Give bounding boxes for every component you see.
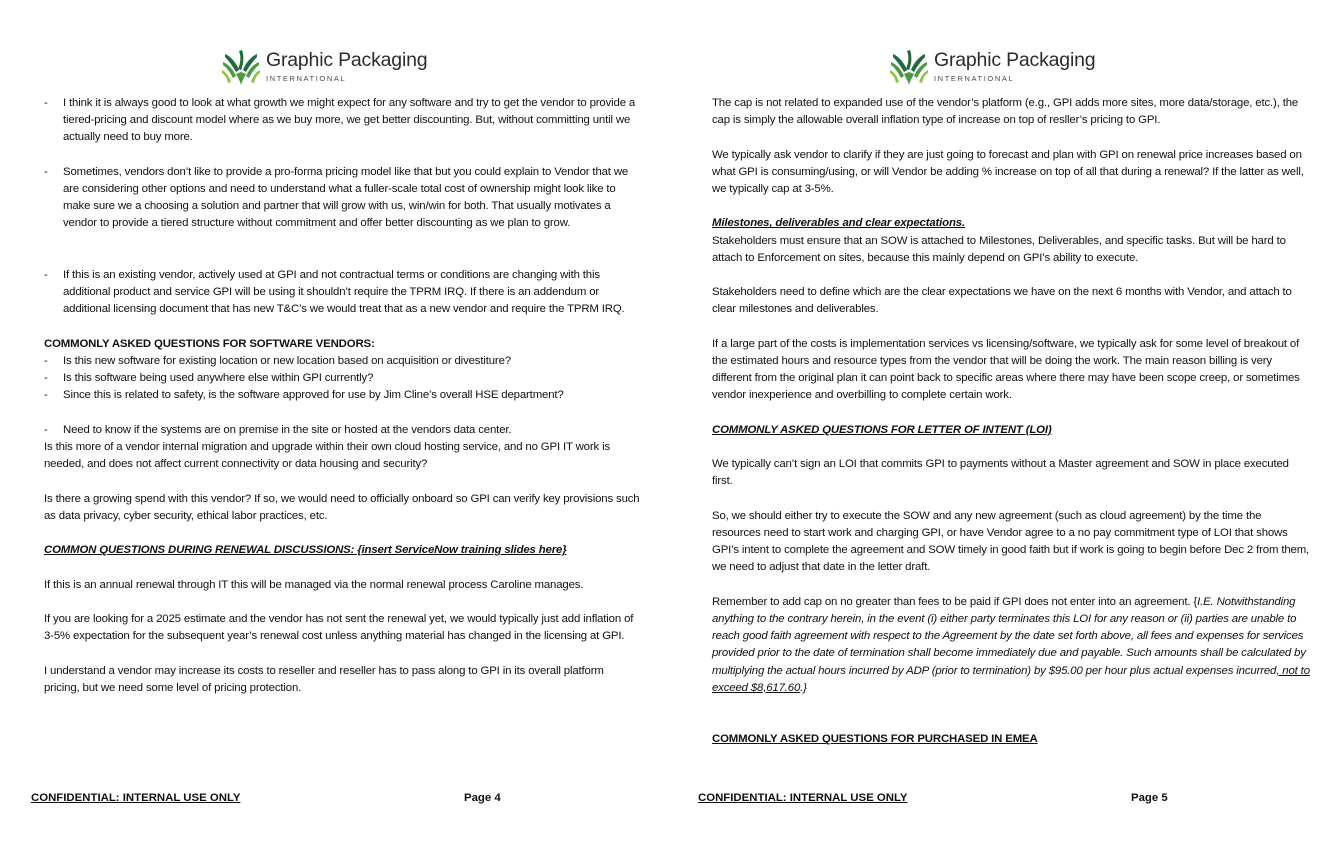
milestones-heading: Milestones, deliverables and clear expectations.	[712, 217, 965, 230]
logo-name: Graphic Packaging	[266, 49, 428, 71]
loi-heading: COMMONLY ASKED QUESTIONS FOR LETTER OF INTENT (LOI)	[712, 423, 1052, 436]
loi-cap-intro: Remember to add cap on no greater than fees to be paid if GPI does not enter into an agreement. {	[712, 595, 1198, 608]
page-5-body	[712, 95, 1310, 749]
logo-subtitle: INTERNATIONAL	[934, 74, 1015, 83]
software-question: Since this is related to safety, is the software approved for use by Jim Cline’s overall HSE department?	[63, 389, 564, 402]
bullet-growth-pricing: I think it is always good to look at what growth we might expect for any software and try to get the vendor to provide a tiered-pricing and discount model where as we buy more, we get better discounting. But, without committing until we actually need to buy more.	[63, 97, 636, 144]
list-item: - Since this is related to safety, is the software approved for use by Jim Cline’s overall HSE department?	[44, 387, 642, 404]
list-item: - I think it is always good to look at what growth we might expect for any software and try to get the vendor to provide a tiered-pricing and discount model where as we buy more, we get better discounting. But, without committing until we actually need to buy more.	[44, 95, 642, 147]
confidential-label: CONFIDENTIAL: INTERNAL USE ONLY	[698, 792, 908, 804]
renewal-paragraph: If this is an annual renewal through IT this will be managed via the normal renewal process Caroline manages.	[44, 578, 584, 591]
software-question: Is this new software for existing location or new location based on acquisition or divestiture?	[63, 355, 511, 367]
list-item: - Sometimes, vendors don’t like to provide a pro-forma pricing model like that but you could explain to Vendor that we are considering other options and need to understand what a fuller-scale total cost of ownership might look like to make sure we a choosing a solution and partner that will grow with us, win/win for both. That usually motivates a vendor to provide a tiered structure without commitment and offer better discounting as we plan to grow.	[44, 164, 642, 233]
company-logo	[222, 48, 427, 86]
confidential-label: CONFIDENTIAL: INTERNAL USE ONLY	[31, 792, 241, 804]
logo-subtitle: INTERNATIONAL	[266, 74, 347, 83]
milestones-paragraph: Stakeholders need to define which are the clear expectations we have on the next 6 months with Vendor, and attach to clear milestones and deliverables.	[712, 286, 1292, 316]
page-number: Page 4	[464, 792, 501, 804]
loi-paragraph: We typically can’t sign an LOI that commits GPI to payments without a Master agreement and SOW in place executed first.	[712, 458, 1289, 488]
leaf-logo-icon	[890, 48, 928, 86]
growing-spend-paragraph: Is there a growing spend with this vendor? If so, we would need to officially onboard so GPI can verify key provisions such as data privacy, cyber security, ethical labor practices, etc.	[44, 492, 640, 522]
renewal-heading: COMMON QUESTIONS DURING RENEWAL DISCUSSIONS: {insert ServiceNow training slides here}	[44, 544, 567, 557]
loi-cap-clause: I.E. Notwithstanding anything to the contrary herein, in the event (i) either party terminates this LOI for any reason or (ii) parties are unable to reach good faith agreement with respect to the Agreement by the date set forth above, all fees and expenses for services provided prior to the date of termination shall become immediately due and payable. Such amounts shall be calculated by multiplying the actual hours incurred by ADP (prior to termination) by $95.00 per hour plus actual expenses incurred	[712, 595, 1306, 677]
cap-paragraph: We typically ask vendor to clarify if they are just going to forecast and plan with GPI on renewal price increases based on what GPI is consuming/using, or will Vendor be adding % increase on top of all that during a renewal? If the latter as well, we typically cap at 3-5%.	[712, 148, 1304, 195]
logo-name: Graphic Packaging	[934, 49, 1096, 71]
bullet-existing-vendor: If this is an existing vendor, actively used at GPI and not contractual terms or conditions are changing with this additional product and service GPI will be using it shouldn’t require the TPRM IRQ. If there is an addendum or additional licensing document that has new T&C’s we would treat that as a new vendor and require the TPRM IRQ.	[63, 269, 625, 316]
software-question: Is this software being used anywhere else within GPI currently?	[63, 372, 374, 385]
document-page-5	[659, 0, 1318, 844]
bullet-pro-forma: Sometimes, vendors don’t like to provide a pro-forma pricing model like that but you could explain to Vendor that we are considering other options and need to understand what a fuller-scale total cost of ownership might look like to make sure we a choosing a solution and partner that will grow with us, win/win for both. That usually motivates a vendor to provide a tiered structure without commitment and offer better discounting as we plan to grow.	[63, 165, 629, 230]
company-logo	[890, 48, 1095, 86]
renewal-paragraph: I understand a vendor may increase its costs to reseller and reseller has to pass along to GPI in its overall platform pricing, but we need some level of pricing protection.	[44, 664, 604, 694]
loi-cap-limit: , not to exceed $8,617.60	[712, 664, 1310, 694]
leaf-logo-icon	[222, 48, 260, 86]
milestones-paragraph: If a large part of the costs is implementation services vs licensing/software, we typically ask for some level of breakout of the estimated hours and resource types from the vendor that will be doing the work. The main reason billing is very different from the original plan it can point back to specific areas where there may have been scope creep, or sometimes vendor inexperience and overbilling to complete certain work.	[712, 337, 1300, 402]
list-item: - Is this software being used anywhere else within GPI currently?	[44, 370, 642, 387]
cap-paragraph: The cap is not related to expanded use of the vendor’s platform (e.g., GPI adds more sites, more data/storage, etc.), the cap is simply the allowable overall inflation type of increase on top of resller’s pricing to GPI.	[712, 97, 1299, 127]
list-item: - Need to know if the systems are on premise in the site or hosted at the vendors data center.	[44, 422, 642, 439]
milestones-paragraph: Stakeholders must ensure that an SOW is attached to Milestones, Deliverables, and specific tasks. But will be hard to attach to Enforcement on sites, because this mainly depend on GPI’s ability to execute.	[712, 234, 1286, 264]
software-vendors-heading: COMMONLY ASKED QUESTIONS FOR SOFTWARE VENDORS:	[44, 337, 375, 350]
page-4-body	[44, 95, 642, 697]
page-number: Page 5	[1131, 792, 1168, 804]
loi-cap-paragraph	[712, 594, 1310, 697]
loi-cap-end: .}	[800, 681, 807, 694]
emea-heading: COMMONLY ASKED QUESTIONS FOR PURCHASED IN EMEA	[712, 733, 1038, 746]
renewal-paragraph: If you are looking for a 2025 estimate and the vendor has not sent the renewal yet, we would typically just add inflation of 3-5% expectation for the subsequent year’s renewal cost unless anything material has changed in the licensing at GPI.	[44, 612, 634, 643]
software-question: Need to know if the systems are on premise in the site or hosted at the vendors data center.	[63, 423, 512, 436]
migration-paragraph: Is this more of a vendor internal migration and upgrade within their own cloud hosting service, and no GPI IT work is needed, and does not affect current connectivity or data housing and security?	[44, 441, 610, 471]
list-item: - If this is an existing vendor, actively used at GPI and not contractual terms or conditions are changing with this additional product and service GPI will be using it shouldn’t require the TPRM IRQ. If there is an addendum or additional licensing document that has new T&C’s we would treat that as a new vendor and require the TPRM IRQ.	[44, 267, 642, 319]
list-item: - Is this new software for existing location or new location based on acquisition or divestiture?	[44, 353, 642, 370]
loi-paragraph: So, we should either try to execute the SOW and any new agreement (such as cloud agreement) by the time the resources need to start work and charging GPI, or have Vendor agree to a no pay commitment type of LOI that shows GPI’s intent to complete the agreement and SOW timely in good faith but if work is going to begin before Dec 2 from them, we need to adjust that date in the letter draft.	[712, 509, 1310, 574]
